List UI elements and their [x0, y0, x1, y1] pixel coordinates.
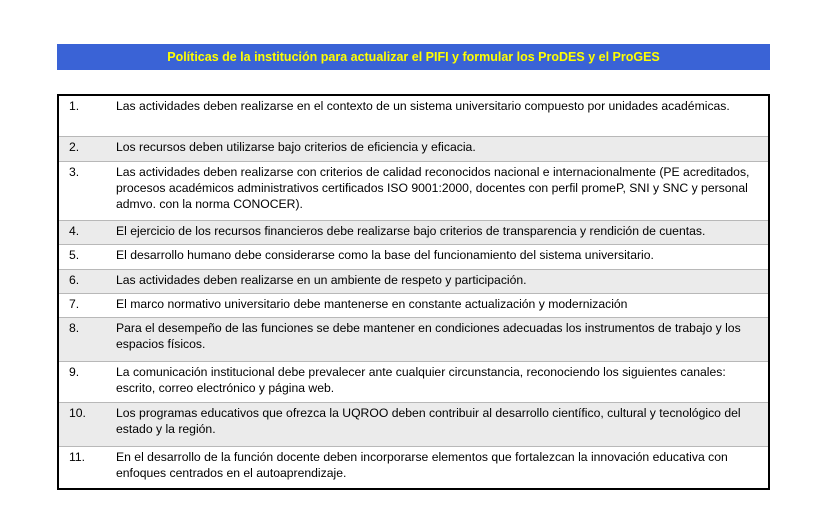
policy-number: 7.: [58, 293, 116, 318]
policy-text: La comunicación institucional debe prevalecer ante cualquier circunstancia, reconociendo los siguientes canales: escrito, correo electrónico y página web.: [116, 361, 769, 402]
table-row: [58, 446, 769, 489]
policy-number: 4.: [58, 220, 116, 244]
table-row: [58, 95, 769, 136]
table-row: [58, 293, 769, 318]
policy-text: Los programas educativos que ofrezca la UQROO deben contribuir al desarrollo científico, cultural y tecnológico del estado y la región.: [116, 403, 769, 447]
policy-number: 9.: [58, 361, 116, 402]
policy-number: 5.: [58, 244, 116, 269]
page-title: Políticas de la institución para actualizar el PIFI y formular los ProDES y el ProGES: [57, 44, 770, 70]
policy-text: Las actividades deben realizarse con criterios de calidad reconocidos nacional e internacionalmente (PE acreditados, procesos académicos administrativos certificados ISO 9001:2000, docentes con perfil promeP, SNI y SNC y personal admvo. con la norma CONOCER).: [116, 161, 769, 220]
policy-text: Las actividades deben realizarse en el contexto de un sistema universitario compuesto por unidades académicas.: [116, 99, 730, 113]
policy-number: 6.: [58, 269, 116, 293]
policy-text: Los recursos deben utilizarse bajo criterios de eficiencia y eficacia.: [116, 136, 769, 161]
policy-text: En el desarrollo de la función docente deben incorporarse elementos que fortalezcan la innovación educativa con enfoques centrados en el autoaprendizaje.: [116, 446, 769, 489]
policy-text: El desarrollo humano debe considerarse como la base del funcionamiento del sistema universitario.: [116, 244, 769, 269]
policy-number: 3.: [58, 161, 116, 220]
table-row: [58, 244, 769, 269]
table-row: [58, 161, 769, 220]
table-row: [58, 318, 769, 362]
table-row: [58, 136, 769, 161]
policy-number: 8.: [58, 318, 116, 362]
policy-text: El ejercicio de los recursos financieros debe realizarse bajo criterios de transparencia y rendición de cuentas.: [116, 220, 769, 244]
policy-text: Las actividades deben realizarse en un ambiente de respeto y participación.: [116, 269, 769, 293]
policy-number: 1.: [69, 99, 80, 113]
policy-text: El marco normativo universitario debe mantenerse en constante actualización y modernización: [116, 293, 769, 318]
policies-table: [57, 94, 770, 490]
table-row: [58, 403, 769, 447]
table-row: [58, 269, 769, 293]
policy-number: 10.: [58, 403, 116, 447]
policy-text: Para el desempeño de las funciones se debe mantener en condiciones adecuadas los instrumentos de trabajo y los espacios físicos.: [116, 318, 769, 362]
table-row: [58, 220, 769, 244]
policy-number: 11.: [58, 446, 116, 489]
table-row: [58, 361, 769, 402]
policy-number: 2.: [58, 136, 116, 161]
